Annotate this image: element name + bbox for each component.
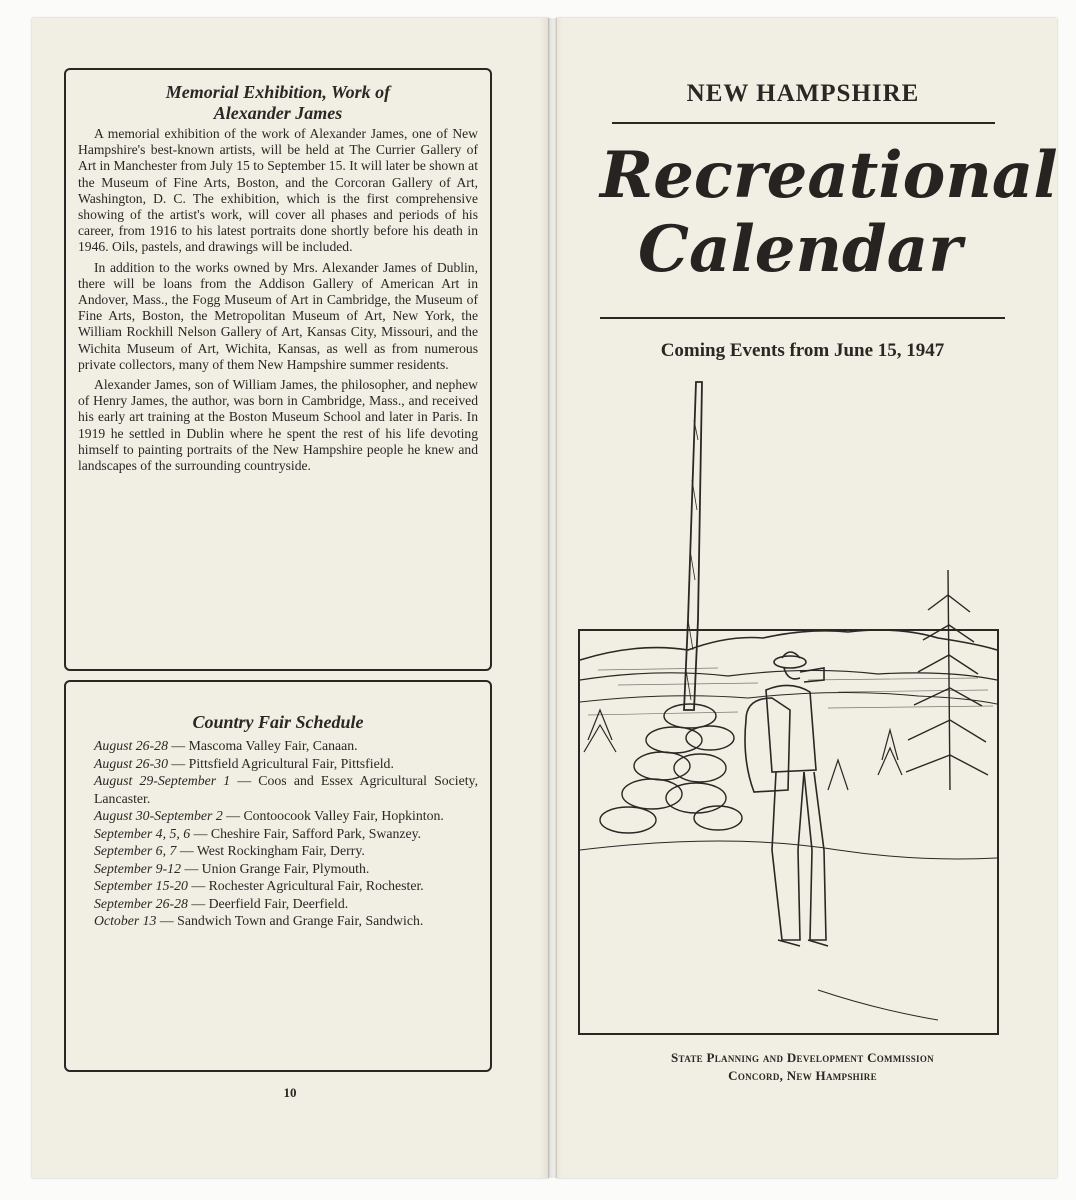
fold-shadow bbox=[540, 18, 562, 1178]
fair-date: August 26-30 bbox=[94, 755, 168, 771]
memorial-paragraph: A memorial exhibition of the work of Alexander James, one of New Hampshire's best-known artists, will be held at The Currier Gallery of Art in Manchester from July 15 to September 15. It will later be shown at the Museum of Fine Arts, Boston, and the Corcoran Gallery of Art, Washington, D. C. The exhibition, which is the first comprehensive showing of the artist's work, will cover all phases and periods of his career, from 1916 to his latest portraits done shortly before his death in 1946. Oils, pastels, and drawings will be included. bbox=[78, 126, 478, 255]
dead-tree-icon bbox=[684, 382, 702, 710]
memorial-exhibition-box bbox=[64, 68, 492, 671]
fair-event: — Rochester Agricultural Fair, Rochester. bbox=[191, 878, 424, 893]
page-number: 10 bbox=[283, 1085, 297, 1100]
fair-event: — Union Grange Fair, Plymouth. bbox=[184, 860, 370, 876]
hiker-illustration bbox=[578, 380, 999, 1035]
commission-location: Concord, New Hampshire bbox=[728, 1068, 877, 1083]
fair-item bbox=[78, 912, 478, 930]
fair-item bbox=[78, 807, 478, 825]
state-heading: NEW HAMPSHIRE bbox=[686, 80, 920, 107]
fair-date: September 15-20 bbox=[94, 878, 188, 893]
fair-date: September 6, 7 bbox=[94, 843, 177, 858]
ground-path-icon bbox=[580, 841, 997, 859]
fair-date: August 26-28 bbox=[94, 738, 168, 753]
fair-item bbox=[78, 772, 478, 807]
fair-event: — Deerfield Fair, Deerfield. bbox=[191, 895, 349, 911]
fair-event: — Coos and Essex Agricultural Society, Lancaster. bbox=[94, 773, 479, 806]
fair-event: — Sandwich Town and Grange Fair, Sandwich. bbox=[159, 913, 424, 928]
fair-date: September 26-28 bbox=[94, 895, 188, 911]
memorial-title bbox=[78, 82, 478, 124]
bottom-rule bbox=[600, 317, 1005, 319]
fair-item bbox=[78, 825, 478, 843]
memorial-title-line1: Memorial Exhibition, Work of bbox=[165, 82, 391, 102]
fair-event: — Mascoma Valley Fair, Canaan. bbox=[171, 738, 358, 753]
fair-item bbox=[78, 737, 478, 755]
fair-event: — West Rockingham Fair, Derry. bbox=[179, 843, 365, 858]
rock-cairn-icon bbox=[600, 704, 742, 833]
top-rule bbox=[612, 122, 995, 124]
memorial-paragraph: In addition to the works owned by Mrs. Alexander James of Dublin, there will be loans from the Addison Gallery of American Art in Andover, Mass., the Fogg Museum of Art in Cambridge, the Museum of Fine Arts, Boston, the Metropolitan Museum of Art, New York, the William Rockhill Nelson Gallery of Art, Kansas City, Missouri, and the Wichita Museum of Art, Wichita, Kansas, as well as from numerous private collectors, many of them New Hampshire summer residents. bbox=[78, 259, 478, 372]
fair-date: August 29-September 1 bbox=[94, 773, 231, 788]
fair-item bbox=[78, 860, 478, 878]
country-fair-box bbox=[64, 680, 492, 1072]
fair-schedule-title: Country Fair Schedule bbox=[192, 712, 364, 732]
memorial-title-line2: Alexander James bbox=[213, 103, 343, 123]
pine-tree-icon bbox=[906, 570, 988, 790]
commission-name: State Planning and Development Commission bbox=[671, 1050, 934, 1065]
small-tree-icon bbox=[584, 710, 902, 790]
mountain-ridge-icon bbox=[580, 692, 997, 704]
title-recreational: Recreational bbox=[600, 138, 1058, 213]
hiker-icon bbox=[745, 652, 828, 946]
fair-item bbox=[78, 877, 478, 895]
fair-event: — Contoocook Valley Fair, Hopkinton. bbox=[226, 808, 444, 823]
fair-date: September 4, 5, 6 bbox=[94, 825, 191, 841]
fair-item bbox=[78, 842, 478, 860]
coming-events-subtitle: Coming Events from June 15, 1947 bbox=[660, 340, 945, 361]
fair-date: September 9-12 bbox=[94, 860, 181, 876]
fair-item bbox=[78, 895, 478, 913]
fair-date: October 13 bbox=[94, 913, 157, 928]
title-calendar: Calendar bbox=[638, 212, 962, 287]
fair-list bbox=[78, 737, 478, 930]
fair-event: — Cheshire Fair, Safford Park, Swanzey. bbox=[193, 825, 422, 841]
memorial-paragraph: Alexander James, son of William James, the philosopher, and nephew of Henry James, the author, was born in Cambridge, Mass., and received his early art training at the Boston Museum School and later in Paris. In 1919 he settled in Dublin where he spent the rest of his life devoting himself to painting portraits of the New Hampshire people he knew and landscapes of the surrounding countryside. bbox=[78, 377, 478, 474]
fair-item bbox=[78, 755, 478, 773]
fair-date: August 30-September 2 bbox=[94, 808, 223, 823]
fair-event: — Pittsfield Agricultural Fair, Pittsfield. bbox=[171, 755, 394, 771]
